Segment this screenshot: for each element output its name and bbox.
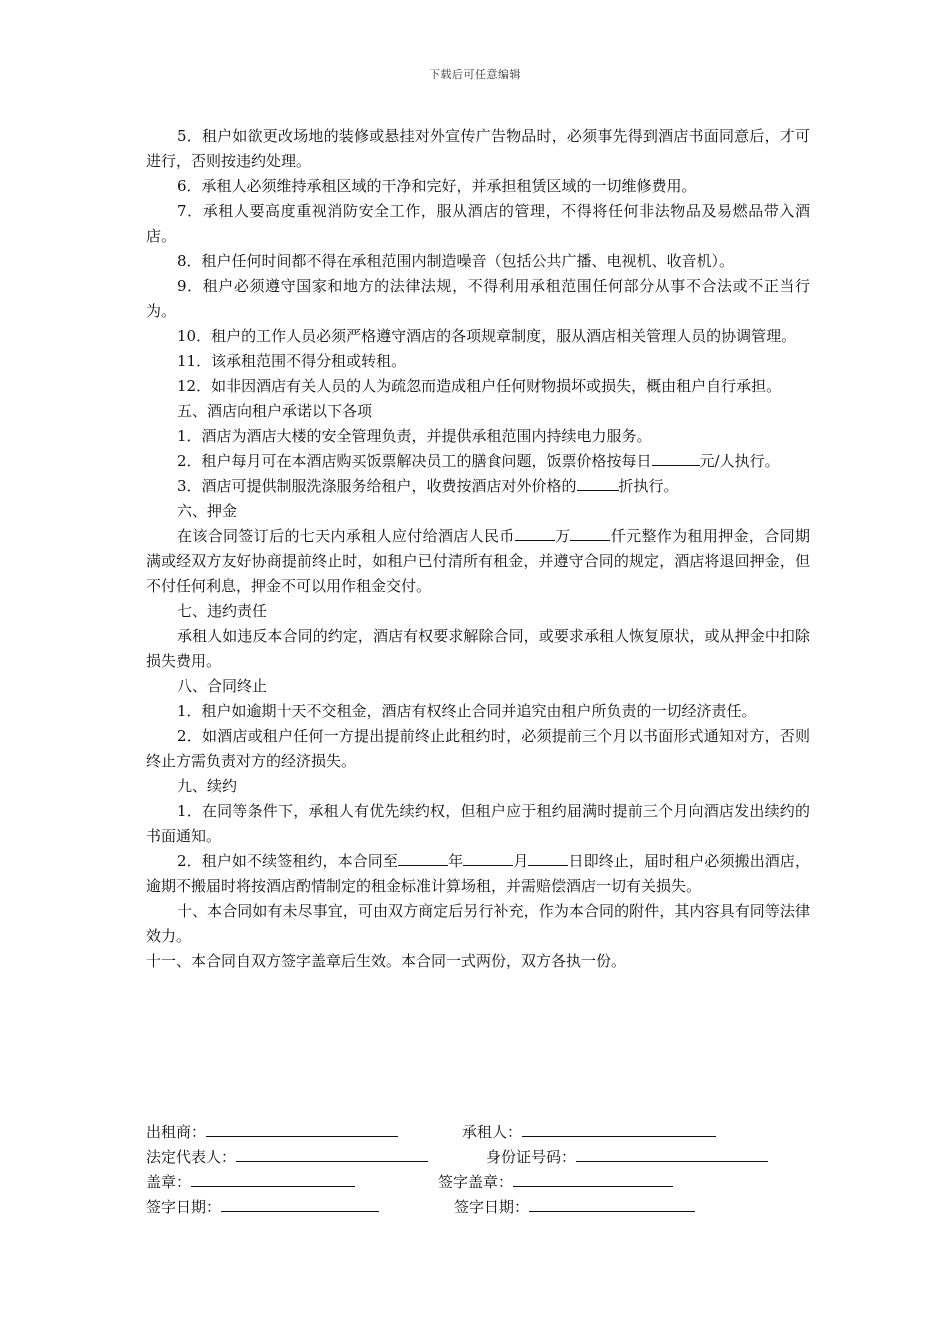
- lessor-label: 出租商：: [146, 1123, 207, 1141]
- hotel-clause-3: [146, 474, 810, 499]
- date-left-line: [221, 1196, 379, 1212]
- sign-seal-field: [438, 1171, 673, 1192]
- date-right-field: [454, 1196, 695, 1217]
- lessee-line: [522, 1121, 716, 1137]
- deposit-text-b: 万: [554, 527, 571, 545]
- clause-12: 12．如非因酒店有关人员的人为疏忽而造成租户任何财物损坏或损失，概由租户自行承担。: [177, 377, 782, 395]
- section-7-title: 七、违约责任: [177, 602, 268, 620]
- clause-9: 9．租户必须遵守国家和地方的法律法规，不得利用承租范围任何部分从事不合法或不正当行为。: [146, 277, 810, 320]
- clause-8: 8．租户任何时间都不得在承租范围内制造噪音（包括公共广播、电视机、收音机）。: [177, 252, 735, 270]
- seal-field: [146, 1171, 355, 1192]
- deposit-wan-blank: [515, 525, 555, 541]
- sign-seal-label: 签字盖章：: [438, 1173, 514, 1191]
- deposit-qian-blank: [570, 525, 610, 541]
- meal-text-b: 元/人执行。: [699, 452, 780, 470]
- renewal-text-a: 2．租户如不续签租约，本合同至: [177, 852, 399, 870]
- date-left-field: [146, 1196, 379, 1217]
- section-6-title: 六、押金: [177, 502, 238, 520]
- page-header: 下载后可任意编辑: [429, 68, 521, 81]
- day-blank: [528, 850, 568, 866]
- lessee-label: 承租人：: [462, 1123, 523, 1141]
- lessor-field: [146, 1121, 398, 1142]
- lessee-field: [462, 1121, 716, 1142]
- renewal-clause-2: [146, 849, 810, 899]
- termination-clause-2: 2．如酒店或租户任何一方提出提前终止此租约时，必须提前三个月以书面形式通知对方，否则终止方需负责对方的经济损失。: [146, 727, 810, 770]
- discount-blank: [577, 475, 619, 491]
- renewal-clause-1: 1．在同等条件下，承租人有优先续约权，但租户应于租约届满时提前三个月向酒店发出续约的书面通知。: [146, 802, 810, 845]
- termination-clause-1: 1．租户如逾期十天不交租金，酒店有权终止合同并追究由租户所负责的一切经济责任。: [177, 702, 757, 720]
- lessor-line: [206, 1121, 398, 1137]
- clause-11: 11．该承租范围不得分租或转租。: [177, 352, 407, 370]
- signature-row-1: [146, 1121, 826, 1146]
- signature-row-2: [146, 1146, 826, 1171]
- renewal-text-d: 日即终止，届时租户必须搬出酒店，逾期不搬届时将按酒店酌情制定的租金标准计算场租，并需赔偿酒店一切有关损失。: [146, 852, 810, 895]
- date-right-label: 签字日期：: [454, 1198, 530, 1216]
- date-left-label: 签字日期：: [146, 1198, 222, 1216]
- section-11: 十一、本合同自双方签字盖章后生效。本合同一式两份，双方各执一份。: [146, 952, 627, 970]
- clause-5: 5．租户如欲更改场地的装修或悬挂对外宣传广告物品时，必须事先得到酒店书面同意后，才可进行，否则按违约处理。: [146, 127, 810, 170]
- clause-6: 6．承租人必须维持承租区域的干净和完好，并承担租赁区域的一切维修费用。: [177, 177, 697, 195]
- meal-price-blank: [652, 450, 700, 466]
- seal-line: [191, 1171, 355, 1187]
- deposit-clause: [146, 524, 810, 599]
- seal-label: 盖章：: [146, 1173, 192, 1191]
- id-no-field: [486, 1146, 768, 1167]
- section-10: 十、本合同如有未尽事宜，可由双方商定后另行补充，作为本合同的附件，其内容具有同等法律效力。: [146, 902, 810, 945]
- section-8-title: 八、合同终止: [177, 677, 268, 695]
- year-blank: [398, 850, 448, 866]
- hotel-clause-2: [146, 449, 810, 474]
- renewal-text-c: 月: [513, 852, 529, 870]
- deposit-text-c: 仟元整作为租用押金，合同期满或经双方友好协商提前终止时，如租户已付清所有租金，并遵守合同的规定，酒店将退回押金，但不付任何利息，押金不可以用作租金交付。: [146, 527, 810, 595]
- renewal-text-b: 年: [448, 852, 464, 870]
- meal-text-a: 2．租户每月可在本酒店购买饭票解决员工的膳食问题，饭票价格按每日: [177, 452, 652, 470]
- clause-7: 7．承租人要高度重视消防安全工作，服从酒店的管理，不得将任何非法物品及易燃品带入酒店。: [146, 202, 810, 245]
- signature-block: [146, 1121, 826, 1221]
- id-no-label: 身份证号码：: [486, 1148, 577, 1166]
- clause-10: 10．租户的工作人员必须严格遵守酒店的各项规章制度，服从酒店相关管理人员的协调管理。: [177, 327, 797, 345]
- month-blank: [463, 850, 513, 866]
- date-right-line: [529, 1196, 695, 1212]
- legal-rep-line: [236, 1146, 428, 1162]
- legal-rep-label: 法定代表人：: [146, 1148, 237, 1166]
- signature-row-3: [146, 1171, 826, 1196]
- breach-clause: 承租人如违反本合同的约定，酒店有权要求解除合同，或要求承租人恢复原状，或从押金中扣除损失费用。: [146, 627, 810, 670]
- deposit-text-a: 在该合同签订后的七天内承租人应付给酒店人民币: [177, 527, 515, 545]
- sign-seal-line: [513, 1171, 673, 1187]
- contract-body: [146, 124, 810, 974]
- signature-row-4: [146, 1196, 826, 1221]
- id-no-line: [576, 1146, 768, 1162]
- hotel-clause-1: 1．酒店为酒店大楼的安全管理负责，并提供承租范围内持续电力服务。: [177, 427, 652, 445]
- section-9-title: 九、续约: [177, 777, 238, 795]
- laundry-text-b: 折执行。: [618, 477, 679, 495]
- section-5-title: 五、酒店向租户承诺以下各项: [177, 402, 373, 420]
- legal-rep-field: [146, 1146, 428, 1167]
- laundry-text-a: 3．酒店可提供制服洗涤服务给租户，收费按酒店对外价格的: [177, 477, 577, 495]
